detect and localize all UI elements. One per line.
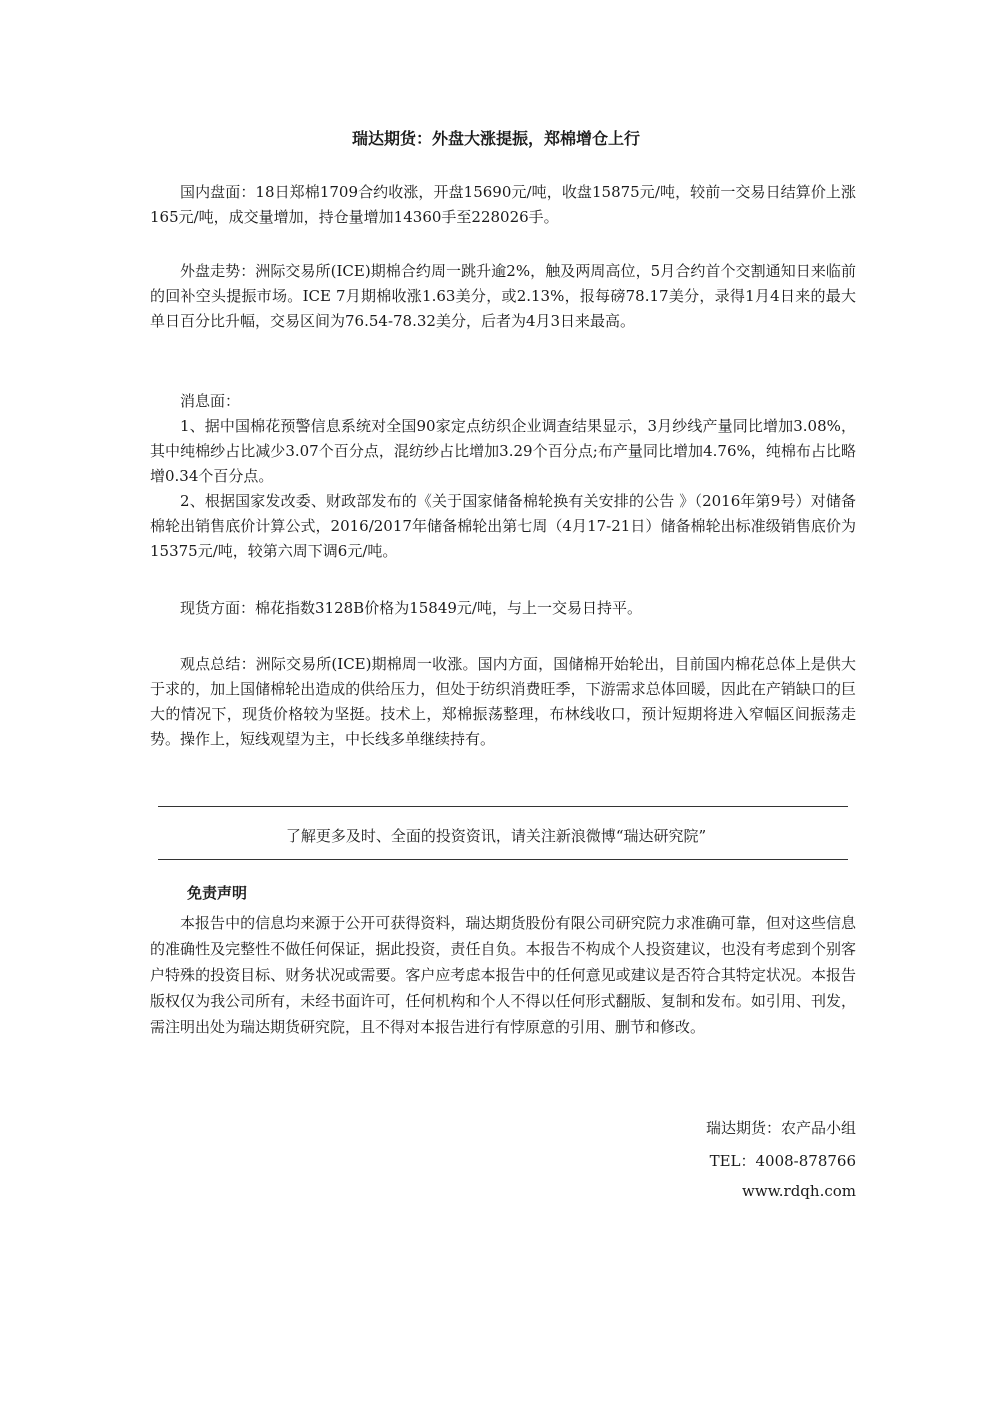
disclaimer-paragraph: [150, 910, 856, 1040]
divider-top: [158, 806, 848, 807]
signature-website: www.rdqh.com: [742, 1182, 856, 1200]
foreign-market-text: 外盘走势：洲际交易所(ICE)期棉合约周一跳升逾2%，触及两周高位，5月合约首个交割通知日来临前的回补空头提振市场。ICE 7月期棉收涨1.63美分，或2.13%，报每磅78.17美分，录得1月4日来的最大单日百分比升幅，交易区间为76.54-78.32美分，后者为4月3日来最高。: [150, 262, 856, 330]
news-item-2: 2、根据国家发改委、财政部发布的《关于国家储备棉轮换有关安排的公告 》（2016年第9号）对储备棉轮出销售底价计算公式，2016/2017年储备棉轮出第七周（4月17-21日）储备棉轮出标准级销售底价为15375元/吨，较第六周下调6元/吨。: [150, 492, 856, 560]
spot-paragraph: [150, 596, 856, 621]
spot-text: 现货方面：棉花指数3128B价格为15849元/吨，与上一交易日持平。: [180, 599, 642, 617]
signature-phone: TEL：4008-878766: [709, 1152, 856, 1170]
news-item-1: 1、据中国棉花预警信息系统对全国90家定点纺织企业调查结果显示，3月纱线产量同比增加3.08%，其中纯棉纱占比减少3.07个百分点，混纺纱占比增加3.29个百分点;布产量同比增加4.76%，纯棉布占比略增0.34个百分点。: [150, 417, 856, 485]
foreign-market-paragraph: [150, 259, 856, 334]
summary-paragraph: [150, 652, 856, 752]
divider-bottom: [158, 859, 848, 860]
news-section: [150, 389, 856, 564]
disclaimer-heading: 免责声明: [187, 884, 248, 902]
signature-team: 瑞达期货：农产品小组: [705, 1119, 856, 1137]
weibo-promo: 了解更多及时、全面的投资资讯，请关注新浪微博“瑞达研究院”: [285, 827, 707, 845]
summary-text: 观点总结：洲际交易所(ICE)期棉周一收涨。国内方面，国储棉开始轮出，目前国内棉花总体上是供大于求的，加上国储棉轮出造成的供给压力，但处于纺织消费旺季，下游需求总体回暖，因此在产销缺口的巨大的情况下，现货价格较为坚挺。技术上，郑棉振荡整理，布林线收口，预计短期将进入窄幅区间振荡走势。操作上，短线观望为主，中长线多单继续持有。: [150, 655, 856, 748]
page-title: 瑞达期货：外盘大涨提振，郑棉增仓上行: [351, 129, 640, 148]
disclaimer-text: 本报告中的信息均来源于公开可获得资料，瑞达期货股份有限公司研究院力求准确可靠，但对这些信息的准确性及完整性不做任何保证，据此投资，责任自负。本报告不构成个人投资建议，也没有考虑到个别客户特殊的投资目标、财务状况或需要。客户应考虑本报告中的任何意见或建议是否符合其特定状况。本报告版权仅为我公司所有，未经书面许可，任何机构和个人不得以任何形式翻版、复制和发布。如引用、刊发，需注明出处为瑞达期货研究院，且不得对本报告进行有悖原意的引用、删节和修改。: [150, 914, 856, 1036]
domestic-market-text: 国内盘面：18日郑棉1709合约收涨，开盘15690元/吨，收盘15875元/吨，较前一交易日结算价上涨165元/吨，成交量增加，持仓量增加14360手至228026手。: [150, 183, 856, 226]
domestic-market-paragraph: [150, 180, 856, 230]
news-heading: 消息面：: [180, 392, 241, 410]
